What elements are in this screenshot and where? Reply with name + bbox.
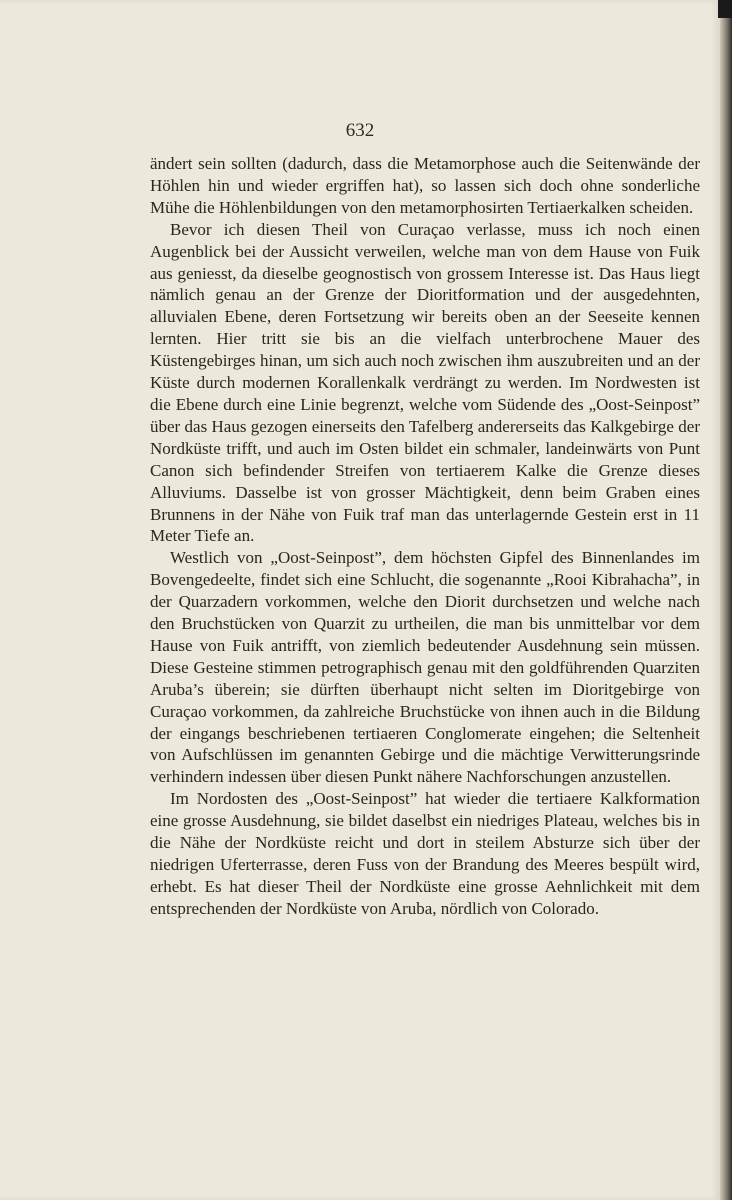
page-number: 632 bbox=[345, 120, 375, 141]
paragraph-4: Im Nordosten des „Oost-Seinpost” hat wieder die tertiaere Kalkformation eine grosse Ausdehnung, sie bildet daselbst ein niedriges Plateau, welches bis in die Nähe der Nordküste reicht und dort in steilem Absturze sich über der niedrigen Uferterrasse, deren Fuss von der Brandung des Meeres bespült wird, erhebt. Es hat dieser Theil der Nordküste eine grosse Aehnlichkeit mit dem entsprechenden der Nordküste von Aruba, nördlich von Colorado. bbox=[150, 789, 700, 918]
corner-mark bbox=[718, 0, 732, 18]
paragraph-1: ändert sein sollten (dadurch, dass die Metamorphose auch die Seitenwände der Höhlen hin und wieder ergriffen hat), so lassen sich doch ohne sonderliche Mühe die Höhlenbildungen von den metamorphosirten Tertiaerkalken scheiden. bbox=[150, 154, 700, 217]
body-text bbox=[150, 153, 700, 920]
paragraph-2: Bevor ich diesen Theil von Curaçao verlasse, muss ich noch einen Augenblick bei der Aussicht verweilen, welche man von dem Hause von Fuik aus geniesst, da dieselbe geognostisch von grossem Interesse ist. Das Haus liegt nämlich genau an der Grenze der Dioritformation und der ausgedehnten, alluvialen Ebene, deren Fortsetzung wir bereits oben an der Seeseite kennen lernten. Hier tritt sie bis an die vielfach unterbrochene Mauer des Küstengebirges hinan, um sich auch noch zwischen ihm auszubreiten und an der Küste durch modernen Korallenkalk verdrängt zu werden. Im Nordwesten ist die Ebene durch eine Linie begrenzt, welche vom Südende des „Oost-Seinpost” über das Haus gezogen einerseits den Tafelberg andererseits das Kalkgebirge der Nordküste trifft, und auch im Osten bildet ein schmaler, landeinwärts von Punt Canon sich befindender Streifen von tertiaerem Kalke die Grenze dieses Alluviums. Dasselbe ist von grosser Mächtigkeit, denn beim Graben eines Brunnens in der Nähe von Fuik traf man das unterlagernde Gestein erst in 11 Meter Tiefe an. bbox=[150, 219, 700, 546]
book-spine-edge bbox=[720, 0, 732, 1200]
paragraph-3: Westlich von „Oost-Seinpost”, dem höchsten Gipfel des Binnenlandes im Bovengedeelte, findet sich eine Schlucht, die sogenannte „Rooi Kibrahacha”, in der Quarzadern vorkommen, welche den Diorit durchsetzen und welche nach den Bruchstücken von Quarzit zu urtheilen, die man bis unmittelbar vor dem Hause von Fuik antrifft, von ziemlich bedeutender Ausdehnung sein müssen. Diese Gesteine stimmen petrographisch genau mit den goldführenden Quarziten Aruba’s überein; sie dürften überhaupt nicht selten im Dioritgebirge von Curaçao vorkommen, da zahlreiche Bruchstücke von ihnen auch in die Bildung der eingangs beschriebenen tertiaeren Conglomerate eingehen; die Seltenheit von Aufschlüssen im genannten Gebirge und die mächtige Verwitterungsrinde verhindern indessen über diesen Punkt nähere Nachforschungen anzustellen. bbox=[150, 548, 700, 787]
